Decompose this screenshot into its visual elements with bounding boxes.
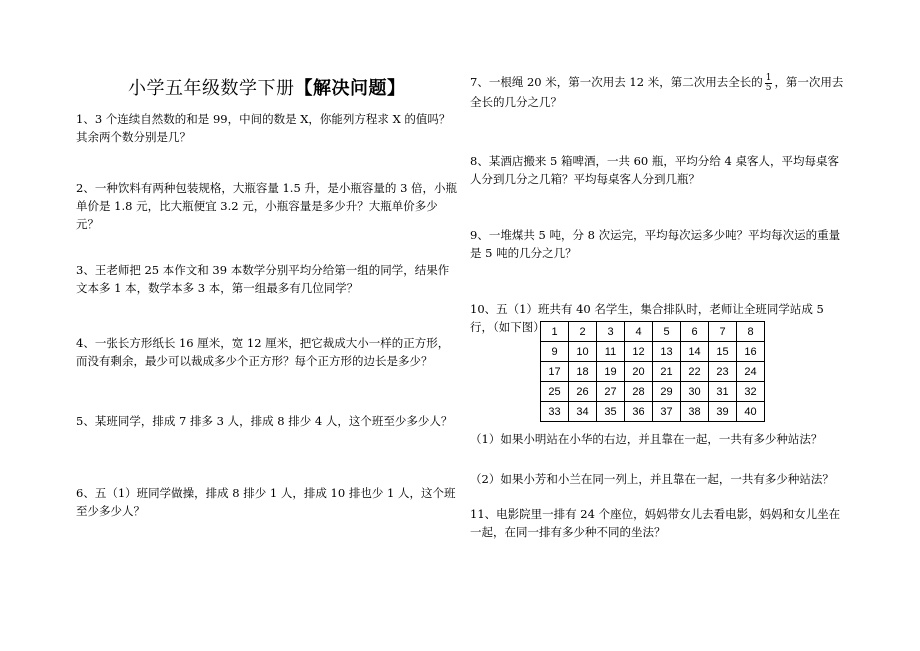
q7-text-after: ，第一次用去全长的几分之几？ <box>470 75 844 109</box>
fraction-numerator: 1 <box>765 72 772 83</box>
question-10: 10、五（1）班共有 40 名学生，集合排队时，老师让全班同学站成 5 行，（如下图） <box>470 302 824 334</box>
grid-cell: 30 <box>681 382 709 402</box>
grid-cell: 37 <box>653 402 681 422</box>
q7-text-before: 7、一根绳 20 米，第一次用去 12 米，第二次用去全长的 <box>470 75 763 89</box>
question-3: 3、王老师把 25 本作文和 39 本数学分别平均分给第一组的同学，结果作文本多 1 本，数学本多 3 本，第一组最多有几位同学？ <box>76 263 450 295</box>
grid-cell: 20 <box>625 362 653 382</box>
grid-cell: 1 <box>541 322 569 342</box>
question-10-part-1: （1）如果小明站在小华的右边，并且靠在一起，一共有多少种站法？ <box>470 432 823 446</box>
grid-cell: 36 <box>625 402 653 422</box>
question-9: 9、一堆煤共 5 吨，分 8 次运完，平均每次运多少吨？平均每次运的重量是 5 吨的几分之几？ <box>470 228 841 260</box>
grid-cell: 27 <box>597 382 625 402</box>
grid-cell: 21 <box>653 362 681 382</box>
grid-cell: 13 <box>653 342 681 362</box>
grid-cell: 18 <box>569 362 597 382</box>
fraction-denominator: 5 <box>765 82 772 93</box>
page-title <box>128 74 406 100</box>
grid-cell: 3 <box>597 322 625 342</box>
grid-row <box>541 342 765 362</box>
grid-row <box>541 362 765 382</box>
question-10-part-2: （2）如果小芳和小兰在同一列上，并且靠在一起，一共有多少种站法？ <box>470 472 834 486</box>
grid-cell: 5 <box>653 322 681 342</box>
question-7 <box>470 73 848 111</box>
grid-cell: 2 <box>569 322 597 342</box>
grid-cell: 17 <box>541 362 569 382</box>
grid-row <box>541 402 765 422</box>
title-main: 小学五年级数学下册 <box>128 78 295 99</box>
grid-row <box>541 382 765 402</box>
grid-row <box>541 322 765 342</box>
student-grid <box>540 321 765 422</box>
grid-cell: 31 <box>709 382 737 402</box>
grid-cell: 10 <box>569 342 597 362</box>
grid-cell: 15 <box>709 342 737 362</box>
question-5: 5、某班同学，排成 7 排多 3 人，排成 8 排少 4 人，这个班至少多少人？ <box>76 414 453 428</box>
grid-cell: 32 <box>737 382 765 402</box>
title-bracket: 【解决问题】 <box>294 78 406 99</box>
grid-cell: 19 <box>597 362 625 382</box>
grid-cell: 9 <box>541 342 569 362</box>
grid-cell: 8 <box>737 322 765 342</box>
grid-cell: 33 <box>541 402 569 422</box>
grid-cell: 6 <box>681 322 709 342</box>
grid-cell: 40 <box>737 402 765 422</box>
grid-cell: 39 <box>709 402 737 422</box>
grid-cell: 16 <box>737 342 765 362</box>
grid-cell: 25 <box>541 382 569 402</box>
grid-cell: 26 <box>569 382 597 402</box>
grid-cell: 22 <box>681 362 709 382</box>
grid-cell: 35 <box>597 402 625 422</box>
grid-cell: 7 <box>709 322 737 342</box>
question-1: 1、3 个连续自然数的和是 99，中间的数是 X，你能列方程求 X 的值吗？其余两个数分别是几？ <box>76 112 451 144</box>
grid-cell: 24 <box>737 362 765 382</box>
grid-cell: 23 <box>709 362 737 382</box>
grid-cell: 4 <box>625 322 653 342</box>
grid-cell: 29 <box>653 382 681 402</box>
grid-cell: 14 <box>681 342 709 362</box>
question-2: 2、一种饮料有两种包装规格，大瓶容量 1.5 升，是小瓶容量的 3 倍，小瓶单价是 1.8 元，比大瓶便宜 3.2 元，小瓶容量是多少升？大瓶单价多少元？ <box>76 181 458 231</box>
grid-cell: 12 <box>625 342 653 362</box>
question-4: 4、一张长方形纸长 16 厘米，宽 12 厘米，把它裁成大小一样的正方形，而没有剩余，最少可以裁成多少个正方形？每个正方形的边长是多少？ <box>76 336 450 368</box>
question-8: 8、某酒店搬来 5 箱啤酒，一共 60 瓶，平均分给 4 桌客人，平均每桌客人分到几分之几箱？平均每桌客人分到几瓶？ <box>470 154 840 186</box>
question-11: 11、电影院里一排有 24 个座位，妈妈带女儿去看电影，妈妈和女儿坐在一起，在同一排有多少种不同的坐法？ <box>470 507 841 539</box>
grid-cell: 34 <box>569 402 597 422</box>
question-6: 6、五（1）班同学做操，排成 8 排少 1 人，排成 10 排也少 1 人，这个班至少多少人？ <box>76 486 456 518</box>
grid-cell: 38 <box>681 402 709 422</box>
grid-cell: 11 <box>597 342 625 362</box>
grid-cell: 28 <box>625 382 653 402</box>
fraction-one-fifth <box>765 74 773 93</box>
